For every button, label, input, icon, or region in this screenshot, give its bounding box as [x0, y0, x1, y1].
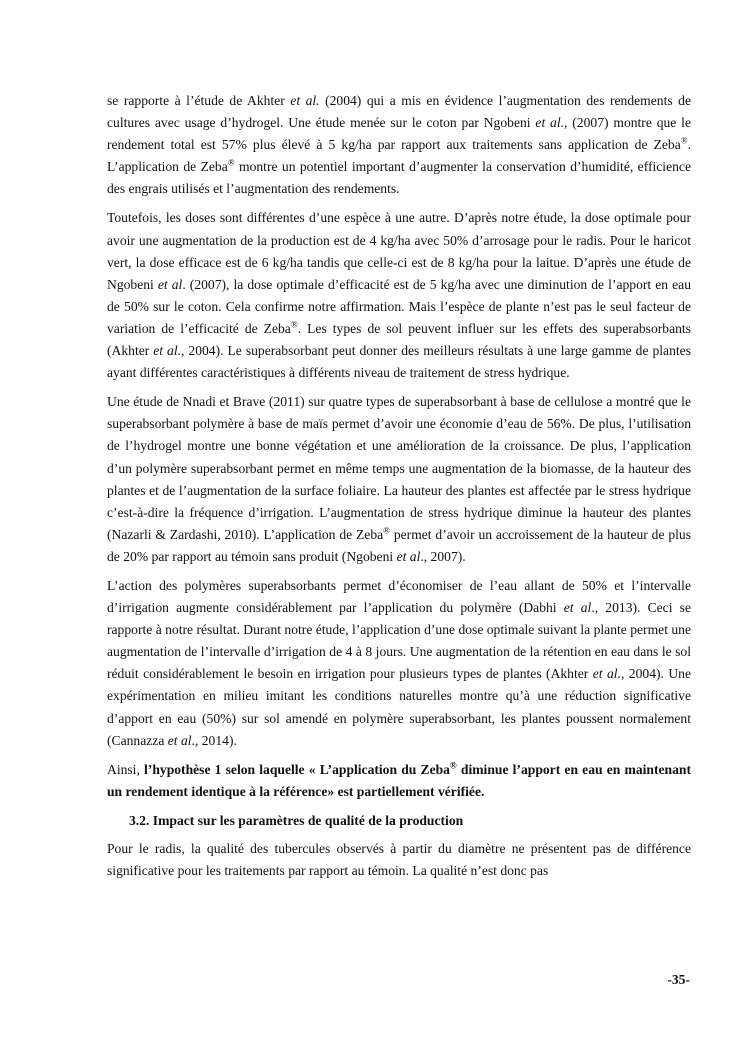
- text-segment: permet d’avoir un accroissement de la hauteur de plus de 20% par rapport au témoin sans produit (Ngobeni: [107, 526, 691, 564]
- text-segment: Toutefois, les doses sont différentes d’une espèce à une autre. D’après notre étude, la dose optimale pour avoir une augmentation de la production est de 4 kg/ha avec 50% d’arrosage pour le radis. Pour le haricot vert, la dose efficace est de 6 kg/ha tandis que celle-ci est de 8 kg/ha pour la laitue. D’après une étude de Ngobeni: [107, 210, 691, 292]
- text-segment: l’hypothèse 1 selon laquelle « L’application du Zeba: [144, 761, 450, 777]
- text-segment: ®: [227, 157, 235, 168]
- text-segment: . (2007), la dose optimale d’efficacité est de 5 kg/ha avec une diminution de l’apport en eau de 50% sur le coton. Cela confirme notre affirmation. Mais l’espèce de plante n’est pas le seul facteur de variation de l’efficacité de Zeba: [107, 276, 691, 336]
- text-segment: et al.: [290, 93, 320, 108]
- text-segment: Pour le radis, la qualité des tubercules observés à partir du diamètre ne présentent pas de différence significative pour les traitements par rapport au témoin. La qualité n’est donc pas: [107, 840, 691, 878]
- last-paragraph: [107, 838, 691, 882]
- text-segment: ., 2013). Ceci se rapporte à notre résultat. Durant notre étude, l’application d’une dose optimale suivant la plante permet une augmentation de l’intervalle d’irrigation de 4 à 8 jours. Une augmentation de la rétention en eau dans le sol réduit considérablement le besoin en irrigation pour plusieurs types de plantes (Akhter: [107, 600, 691, 682]
- text-segment: et al: [157, 276, 183, 292]
- text-segment: ®: [680, 135, 688, 146]
- paragraph-p1: [107, 90, 691, 200]
- text-segment: ., 2014).: [191, 732, 237, 748]
- text-segment: et al: [167, 732, 192, 748]
- text-segment: . L’application de Zeba: [107, 137, 691, 175]
- section-heading: 3.2. Impact sur les paramètres de qualité de la production: [129, 812, 464, 828]
- text-segment: 2004). Une expérimentation en milieu imitant les conditions naturelles montre qu’à une réduction significative d’apport en eau (50%) sur sol amendé en polymère superabsorbant, les plantes poussent normalement (Cannazza: [107, 666, 691, 748]
- text-segment: Ainsi,: [107, 761, 145, 777]
- text-segment: L’action des polymères superabsorbants permet d’économiser de l’eau allant de 50% et l’intervalle d’irrigation augmente considérablement par l’application du polymère (Dabhi: [107, 577, 691, 616]
- text-segment: (2004) qui a mis en évidence l’augmentation des rendements de cultures avec usage d’hydrogel. Une étude menée sur le coton par Ngobeni: [107, 93, 691, 131]
- text-segment: ®: [290, 319, 298, 330]
- paragraph-p4: [107, 575, 691, 752]
- text-paragraphs: [107, 90, 691, 803]
- text-segment: . Les types de sol peuvent influer sur les effets des superabsorbants (Akhter: [107, 320, 691, 359]
- paragraph-p6: [107, 838, 691, 882]
- text-segment: et al.,: [535, 115, 568, 131]
- text-segment: et al.: [153, 343, 182, 359]
- paragraph-p2: [107, 207, 691, 384]
- text-segment: (2007) montre que le rendement total est 57% plus élevé à 5 kg/ha par rapport aux traitements sans application de Zeba: [107, 115, 691, 153]
- text-segment: se rapporte à l’étude de Akhter: [107, 93, 291, 108]
- text-segment: , 2004). Le superabsorbant peut donner des meilleurs résultats à une large gamme de plantes ayant différentes caractéristiques à différents niveau de traitement de stress hydrique.: [107, 343, 691, 381]
- text-segment: diminue l’apport en eau en maintenant un rendement identique à la référence» est partiellement vérifiée.: [107, 761, 691, 799]
- text-segment: et al: [396, 548, 421, 564]
- text-segment: ., 2007).: [420, 548, 466, 564]
- paragraph-p5: [107, 759, 691, 803]
- text-segment: et al: [563, 600, 592, 616]
- text-segment: montre un potentiel important d’augmenter la conservation d’humidité, efficience des engrais utilisés et l’augmentation des rendements.: [107, 159, 691, 197]
- text-segment: Une étude de Nnadi et Brave (2011) sur quatre types de superabsorbant à base de cellulose a montré que le superabsorbant polymère à base de maïs permet d’avoir une économie d’eau de 56%. De plus, l’utilisation de l’hydrogel montre une bonne végétation et une amélioration de la croissance. De plus, l’application d’un polymère superabsorbant permet en même temps une augmentation de la biomasse, de la hauteur des plantes et de l’augmentation de la surface foliaire. La hauteur des plantes est affectée par le stress hydrique c’est-à-dire la fréquence d’irrigation. L’augmentation de stress hydrique diminue la hauteur des plantes (Nazarli & Zardashi, 2010). L’application de Zeba: [107, 394, 691, 542]
- page-number: -35-: [667, 972, 690, 987]
- page-body: [107, 90, 691, 889]
- paragraph-p3: [107, 391, 691, 568]
- text-segment: et al.,: [592, 666, 625, 682]
- text-segment: ®: [449, 760, 457, 771]
- text-segment: ®: [383, 525, 390, 536]
